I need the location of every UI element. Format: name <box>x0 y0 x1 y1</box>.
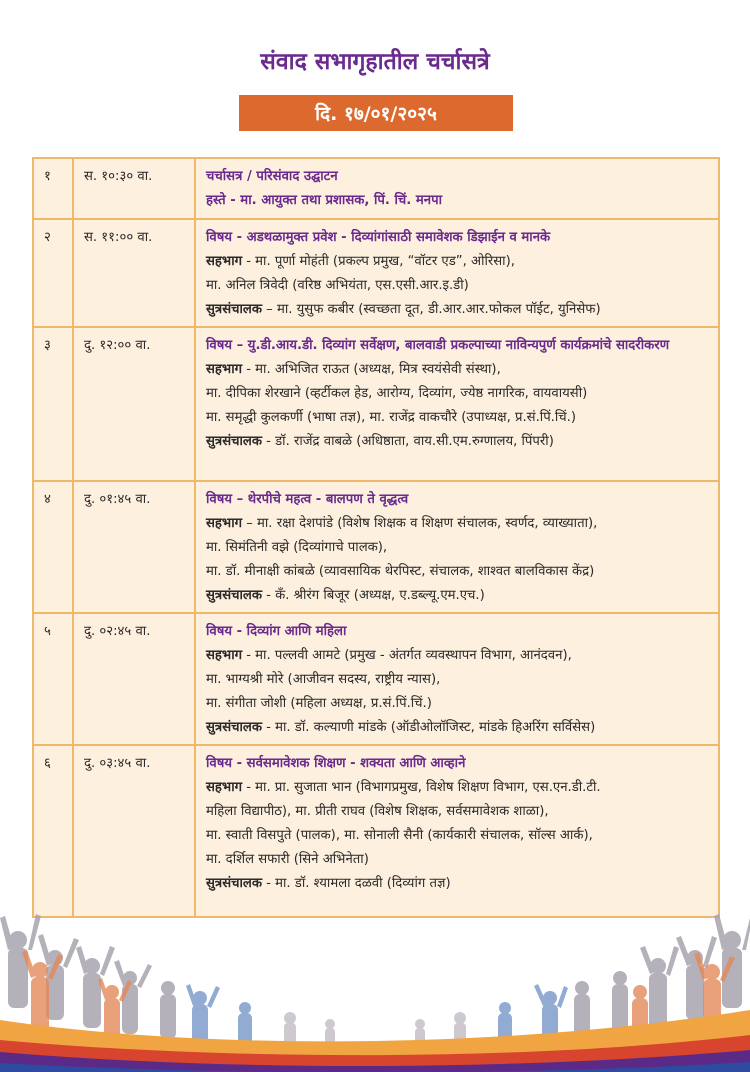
moderator-text: - मा. डॉ. श्यामला दळवी (दिव्यांग तज्ञ) <box>261 876 451 891</box>
participant-text: - मा. पल्लवी आमटे (प्रमुख - अंतर्गत व्यवस्थापन विभाग, आनंदवन), <box>242 648 572 663</box>
participant-text: - मा. अभिजित राऊत (अध्यक्ष, मित्र स्वयंसेवी संस्था), <box>242 362 501 377</box>
session-number: २ <box>33 219 73 327</box>
table-row <box>33 158 719 219</box>
moderator-line <box>206 872 710 896</box>
crowd-left <box>0 914 176 1039</box>
session-time: स. १०:३० वा. <box>73 158 195 219</box>
participant-text: मा. सिमंतिनी वझे (दिव्यांगाचे पालक), <box>206 540 388 555</box>
participants-line <box>206 776 710 800</box>
crowd-illustration <box>0 900 750 1072</box>
participant-text: मा. दर्शिल सफारी (सिने अभिनेता) <box>206 852 369 867</box>
participant-text: - मा. प्रा. सुजाता भान (विभागप्रमुख, विशेष शिक्षण विभाग, एस.एन.डी.टी. <box>242 780 601 795</box>
session-time: दु. ०२:४५ वा. <box>73 613 195 745</box>
session-number: ५ <box>33 613 73 745</box>
participants-label: सहभाग <box>206 780 243 795</box>
session-details <box>195 327 719 481</box>
session-details <box>195 219 719 327</box>
moderator-line <box>206 716 710 740</box>
page-title: संवाद सभागृहातील चर्चासत्रे <box>260 49 490 75</box>
participants-line <box>206 644 710 668</box>
moderator-text: - मा. डॉ. कल्याणी मांडके (ऑडीओलॉजिस्ट, मांडके हिअरिंग सर्विसेस) <box>261 720 596 735</box>
session-topic: चर्चासत्र / परिसंवाद उद्घाटन <box>206 169 338 184</box>
participant-text: मा. दीपिका शेरखाने (व्हर्टीकल हेड, आरोग्य, दिव्यांग, ज्येष्ठ नागरिक, वायवायसी) <box>206 386 588 401</box>
date-banner: दि. १७/०१/२०२५ <box>239 95 513 131</box>
session-number: १ <box>33 158 73 219</box>
participants-line <box>206 250 710 274</box>
participant-text: – मा. रक्षा देशपांडे (विशेष शिक्षक व शिक्षण संचालक, स्वर्णद, व्याख्याता), <box>242 516 598 531</box>
moderator-text: - कँ. श्रीरंग बिजूर (अध्यक्ष, ए.डब्ल्यू.एम.एच.) <box>261 588 485 603</box>
moderator-text: - डॉ. राजेंद्र वाबळे (अधिष्ठाता, वाय.सी.एम.रुग्णालय, पिंपरी) <box>261 434 554 449</box>
participant-text: महिला विद्यापीठ), मा. प्रीती राघव (विशेष शिक्षक, सर्वसमावेशक शाळा), <box>206 804 549 819</box>
participant-text: मा. अनिल त्रिवेदी (वरिष्ठ अभियंता, एस.एसी.आर.इ.डी) <box>206 278 469 293</box>
table-row <box>33 219 719 327</box>
moderator-label: सुत्रसंचालक <box>206 720 262 735</box>
session-details <box>195 613 719 745</box>
session-details <box>195 745 719 917</box>
moderator-text: – मा. युसुफ कबीर (स्वच्छता दूत, डी.आर.आर.फोकल पॉईट, युनिसेफ) <box>261 302 601 317</box>
participant-text: मा. संगीता जोशी (महिला अध्यक्ष, प्र.सं.पिं.चिं.) <box>206 696 432 711</box>
session-time: स. ११:०० वा. <box>73 219 195 327</box>
table-row <box>33 481 719 613</box>
schedule-table <box>32 157 720 918</box>
session-number: ४ <box>33 481 73 613</box>
table-row <box>33 745 719 917</box>
participant-text: मा. भाग्यश्री मोरे (आजीवन सदस्य, राष्ट्रीय न्यास), <box>206 672 441 687</box>
session-number: ३ <box>33 327 73 481</box>
session-topic: विषय – थेरपीचे महत्व - बालपण ते वृद्धत्व <box>206 492 409 507</box>
participants-label: सहभाग <box>206 362 243 377</box>
moderator-label: सुत्रसंचालक <box>206 434 262 449</box>
session-topic: विषय – यु.डी.आय.डी. दिव्यांग सर्वेक्षण, बालवाडी प्रकल्पाच्या नाविन्यपुर्ण कार्यक्रमांचे सादरीकरण <box>206 338 670 353</box>
participants-line <box>206 512 710 536</box>
participants-label: सहभाग <box>206 254 243 269</box>
participants-label: सहभाग <box>206 516 243 531</box>
session-topic: विषय - दिव्यांग आणि महिला <box>206 624 347 639</box>
session-number: ६ <box>33 745 73 917</box>
session-time: दु. ०३:४५ वा. <box>73 745 195 917</box>
session-topic: विषय - सर्वसमावेशक शिक्षण - शक्यता आणि आव्हाने <box>206 756 466 771</box>
participant-text: मा. स्वाती विसपुते (पालक), मा. सोनाली सैनी (कार्यकारी संचालक, सॉल्स आर्क), <box>206 828 593 843</box>
participants-label: सहभाग <box>206 648 243 663</box>
participant-text: - मा. पूर्णा मोहंती (प्रकल्प प्रमुख, “वॉटर एड”, ओरिसा), <box>242 254 515 269</box>
table-row <box>33 613 719 745</box>
table-row <box>33 327 719 481</box>
moderator-line <box>206 430 710 454</box>
moderator-label: सुत्रसंचालक <box>206 588 262 603</box>
moderator-label: सुत्रसंचालक <box>206 302 262 317</box>
participant-text: मा. डॉ. मीनाक्षी कांबळे (व्यावसायिक थेरपिस्ट, संचालक, शाश्वत बालविकास केंद्र) <box>206 564 595 579</box>
moderator-line <box>206 298 710 322</box>
session-host: हस्ते - मा. आयुक्त तथा प्रशासक, पिं. चिं. मनपा <box>206 193 442 208</box>
participant-text: मा. समृद्धी कुलकर्णी (भाषा तज्ञ), मा. राजेंद्र वाकचौरे (उपाध्यक्ष, प्र.सं.पिं.चिं.) <box>206 410 577 425</box>
session-details <box>195 158 719 219</box>
session-time: दु. ०१:४५ वा. <box>73 481 195 613</box>
moderator-label: सुत्रसंचालक <box>206 876 262 891</box>
participants-line <box>206 358 710 382</box>
session-details <box>195 481 719 613</box>
session-topic: विषय - अडथळामुक्त प्रवेश - दिव्यांगांसाठी समावेशक डिझाईन व मानके <box>206 230 551 245</box>
session-time: दु. १२:०० वा. <box>73 327 195 481</box>
moderator-line <box>206 584 710 608</box>
